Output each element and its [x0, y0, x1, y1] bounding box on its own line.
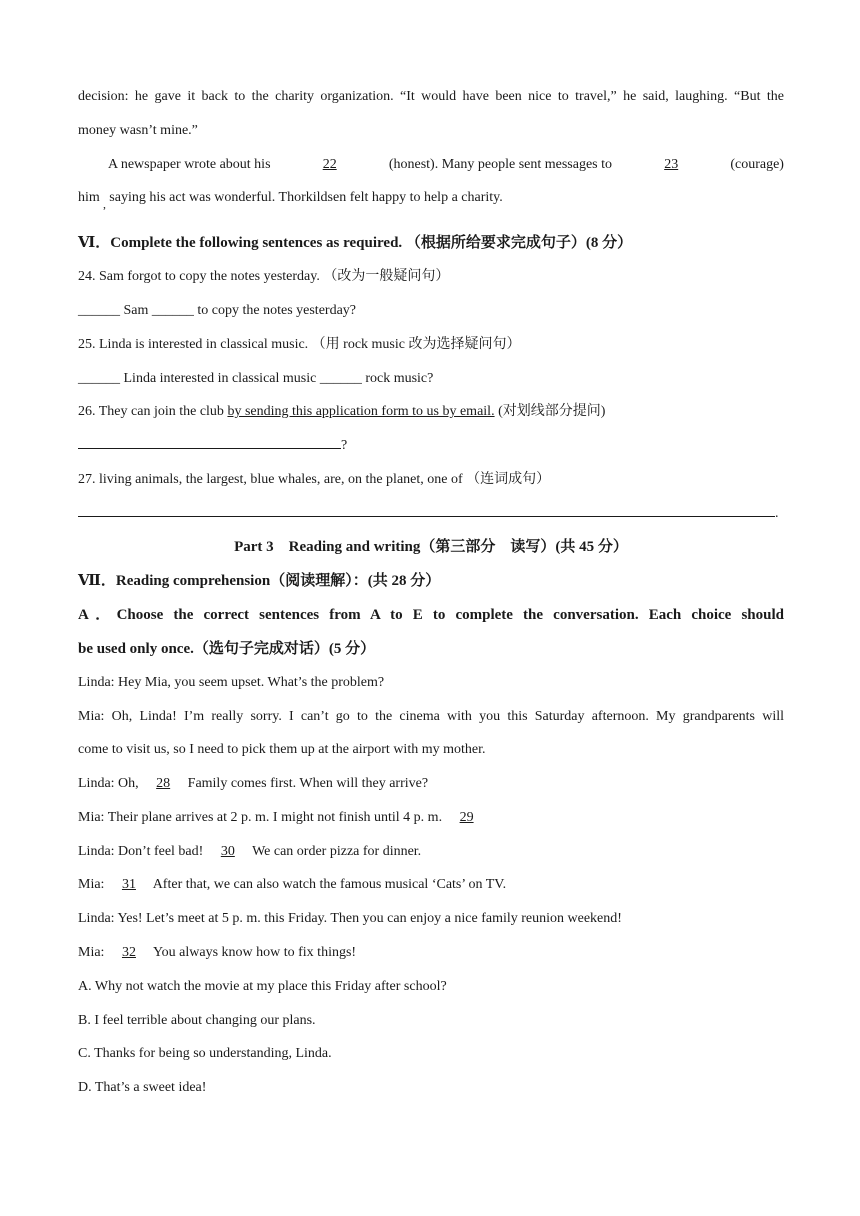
section-7-heading: Ⅶ．Reading comprehension（阅读理解）：(共 28 分） [78, 573, 441, 589]
answer-line-24[interactable]: ______ Sam ______ to copy the notes yesterday? [78, 303, 357, 318]
stray-comma: , [103, 197, 106, 211]
underlined-part: by sending this application form to us by email. [227, 404, 495, 419]
passage-text: (honest). Many people sent messages to [388, 157, 613, 172]
blank-32[interactable]: 32 [121, 945, 136, 960]
question-mark: ? [341, 438, 348, 453]
blank-31[interactable]: 31 [121, 877, 136, 892]
question-instruction: (对划线部分提问) [498, 404, 606, 419]
dialogue-text: After that, we can also watch the famous musical ‘Cats’ on TV. [152, 877, 507, 892]
answer-rule [78, 504, 775, 517]
dialogue-text: Linda: Oh, [78, 776, 139, 791]
dialogue-text: Linda: Don’t feel bad! [78, 844, 204, 859]
part-3-heading: Part 3 Reading and writing（第三部分 读写）(共 45 分） [234, 539, 628, 555]
dialogue-text: We can order pizza for dinner. [252, 844, 422, 859]
dialogue-text: Mia: [78, 877, 105, 892]
passage-paragraph [78, 155, 784, 175]
dialogue-line: come to visit us, so I need to pick them up at the airport with my mother. [78, 742, 486, 757]
section-6-heading: Ⅵ．Complete the following sentences as required. （根据所给要求完成句子）(8 分） [78, 235, 633, 251]
option-a: A. Why not watch the movie at my place this Friday after school? [78, 979, 447, 994]
dialogue-text: Family comes first. When will they arrive? [187, 776, 429, 791]
passage-text: (courage) [730, 157, 784, 172]
blank-29[interactable]: 29 [459, 810, 474, 825]
option-c: C. Thanks for being so understanding, Linda. [78, 1046, 332, 1061]
blank-28[interactable]: 28 [156, 776, 171, 791]
answer-rule [78, 436, 341, 449]
dialogue-line [78, 808, 784, 828]
blank-30[interactable]: 30 [220, 844, 235, 859]
dialogue-line: Linda: Yes! Let’s meet at 5 p. m. this Friday. Then you can enjoy a nice family reunion weekend! [78, 911, 622, 926]
dialogue-line [78, 875, 784, 895]
passage-text: A newspaper wrote about his [108, 157, 271, 172]
section-a-instruction: be used only once.（选句子完成对话）(5 分） [78, 641, 376, 657]
blank-22[interactable]: 22 [322, 157, 337, 172]
passage-line: money wasn’t mine.” [78, 123, 198, 138]
passage-line [78, 188, 784, 211]
section-a-instruction: A．Choose the correct sentences from A to E to complete the conversation. Each choice should [78, 607, 784, 623]
answer-line-27[interactable] [78, 504, 784, 524]
answer-line-26[interactable] [78, 436, 784, 456]
dialogue-line: Linda: Hey Mia, you seem upset. What’s the problem? [78, 675, 385, 690]
period: . [775, 506, 779, 521]
dialogue-text: You always know how to fix things! [152, 945, 357, 960]
question-25: 25. Linda is interested in classical music. （用 rock music 改为选择疑问句） [78, 337, 521, 352]
option-d: D. That’s a sweet idea! [78, 1080, 207, 1095]
question-27: 27. living animals, the largest, blue whales, are, on the planet, one of （连词成句） [78, 472, 551, 487]
dialogue-text: Mia: Their plane arrives at 2 p. m. I might not finish until 4 p. m. [78, 810, 443, 825]
passage-text: him [78, 190, 100, 205]
question-text: 26. They can join the club [78, 404, 224, 419]
passage-text: saying his act was wonderful. Thorkildsen felt happy to help a charity. [109, 190, 503, 205]
blank-23[interactable]: 23 [664, 157, 679, 172]
dialogue-line [78, 943, 784, 963]
passage-line: decision: he gave it back to the charity organization. “It would have been nice to travel,” he said, laughing. “But the [78, 89, 784, 104]
dialogue-line [78, 842, 784, 862]
dialogue-line [78, 774, 784, 794]
question-24: 24. Sam forgot to copy the notes yesterday. （改为一般疑问句） [78, 269, 450, 284]
option-b: B. I feel terrible about changing our plans. [78, 1013, 316, 1028]
dialogue-text: Mia: [78, 945, 105, 960]
question-26 [78, 402, 784, 422]
answer-line-25[interactable]: ______ Linda interested in classical music ______ rock music? [78, 371, 434, 386]
dialogue-line: Mia: Oh, Linda! I’m really sorry. I can’t go to the cinema with you this Saturday afternoon. My grandparents will [78, 709, 784, 724]
